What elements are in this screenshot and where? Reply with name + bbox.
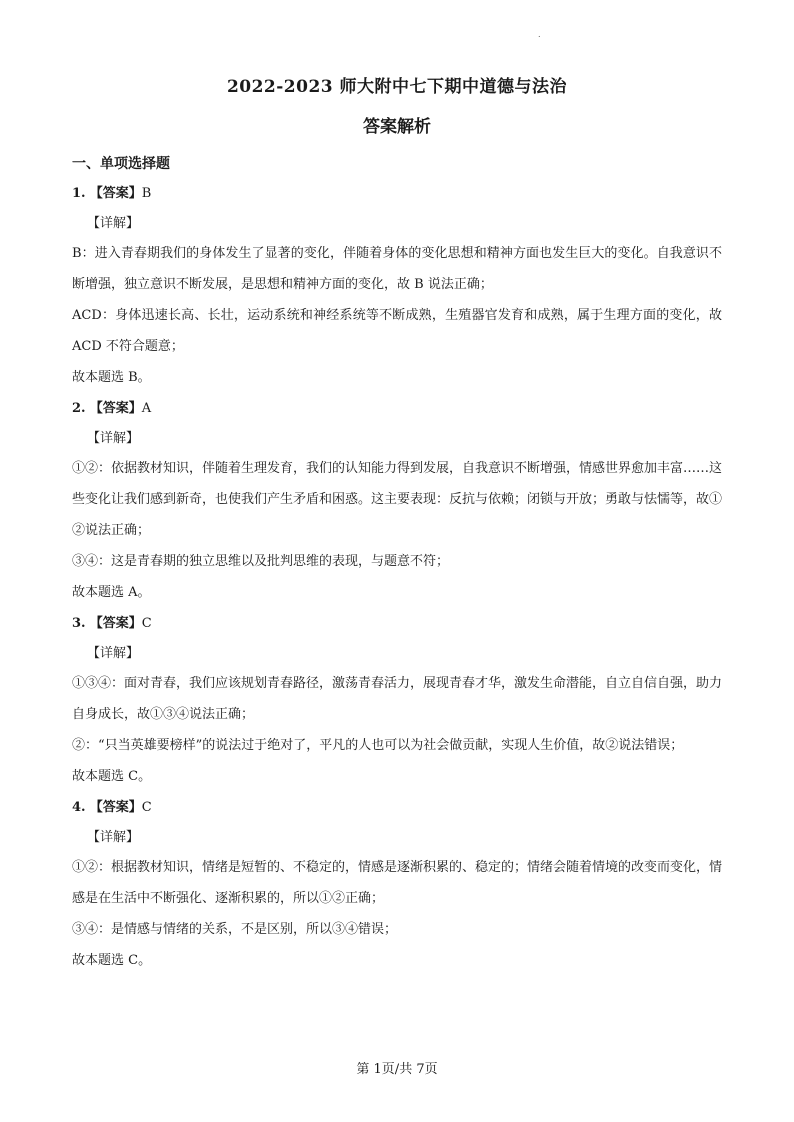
explanation-paragraph: ①②：根据教材知识，情绪是短暂的、不稳定的，情感是逐渐积累的、稳定的；情绪会随着情境的改变而变化，情感是在生活中不断强化、逐渐积累的，所以①②正确； — [72, 860, 723, 906]
answer-value: C — [141, 616, 152, 631]
question-number: 2. — [72, 401, 86, 416]
header-mark: . — [538, 30, 541, 39]
explanation-paragraph: ACD：身体迅速长高、长壮，运动系统和神经系统等不断成熟，生殖器官发育和成熟，属于生理方面的变化，故 ACD 不符合题意； — [72, 308, 722, 354]
conclusion-line: 故本题选 A。 — [72, 585, 151, 600]
explanation-paragraph: ①②：依据教材知识，伴随着生理发育，我们的认知能力得到发展，自我意识不断增强，情感世界愈加丰富……这些变化让我们感到新奇，也使我们产生矛盾和困惑。这主要表现：反抗与依赖；闭锁与开放；勇敢与怯懦等，故①②说法正确； — [72, 461, 723, 538]
explanation-paragraph: B：进入青春期我们的身体发生了显著的变化，伴随着身体的变化思想和精神方面也发生巨大的变化。自我意识不断增强，独立意识不断发展，是思想和精神方面的变化，故 B 说法正确； — [72, 246, 722, 292]
detail-label: 【详解】 — [87, 646, 140, 661]
explanation-paragraph: ①③④：面对青春，我们应该规划青春路径，激荡青春活力，展现青春才华，激发生命潜能，自立自信自强，助力自身成长，故①③④说法正确； — [72, 676, 723, 722]
answer-label: 【答案】 — [89, 800, 142, 815]
question-number: 3. — [72, 616, 86, 631]
answer-label: 【答案】 — [89, 186, 142, 201]
question-title — [72, 395, 722, 423]
conclusion-line: 故本题选 C。 — [72, 769, 152, 784]
question-block — [72, 610, 722, 792]
question-title — [72, 794, 722, 822]
detail-label: 【详解】 — [87, 431, 140, 446]
detail-label: 【详解】 — [87, 216, 140, 231]
page-number: 第 1页/共 7页 — [356, 1062, 438, 1077]
answer-label: 【答案】 — [89, 401, 142, 416]
answer-label: 【答案】 — [89, 616, 142, 631]
answer-value: B — [141, 186, 152, 201]
question-title — [72, 610, 722, 638]
explanation-paragraph: ③④：是情感与情绪的关系，不是区别，所以③④错误； — [72, 922, 398, 937]
explanation-paragraph: ②：“只当英雄要榜样”的说法过于绝对了，平凡的人也可以为社会做贡献，实现人生价值，故②说法错误； — [72, 738, 684, 753]
document-subtitle: 答案解析 — [363, 117, 431, 137]
answer-value: A — [141, 401, 152, 416]
explanation-paragraph: ③④：这是青春期的独立思维以及批判思维的表现，与题意不符； — [72, 554, 450, 569]
document-title: 2022-2023 师大附中七下期中道德与法治 — [226, 77, 568, 97]
section-title: 一、单项选择题 — [72, 156, 170, 172]
question-number: 1. — [72, 186, 86, 201]
detail-label: 【详解】 — [87, 830, 140, 845]
conclusion-line: 故本题选 C。 — [72, 953, 152, 968]
answer-value: C — [141, 800, 152, 815]
question-block — [72, 180, 722, 393]
question-number: 4. — [72, 800, 86, 815]
question-block — [72, 794, 722, 976]
question-block — [72, 395, 722, 608]
question-title — [72, 180, 722, 208]
conclusion-line: 故本题选 B。 — [72, 370, 151, 385]
